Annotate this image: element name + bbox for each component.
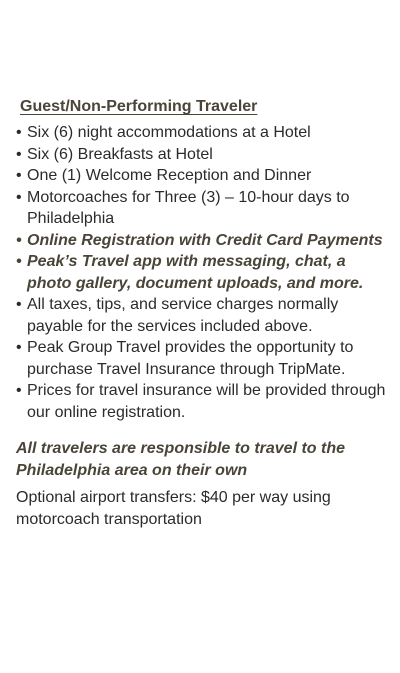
inclusion-item-breakfasts: • Six (6) Breakfasts at Hotel: [16, 144, 388, 166]
inclusion-item-insurance-prices: • Prices for travel insurance will be provided through our online registration.: [16, 380, 388, 423]
inclusion-item-accommodations: • Six (6) night accommodations at a Hotel: [16, 122, 388, 144]
inclusion-item-travel-insurance: • Peak Group Travel provides the opportunity to purchase Travel Insurance through TripMate.: [16, 337, 388, 380]
inclusion-item-motorcoaches: • Motorcoaches for Three (3) – 10-hour days to Philadelphia: [16, 187, 388, 230]
travel-notice: All travelers are responsible to travel to the Philadelphia area on their own: [16, 440, 346, 479]
trip-details: [16, 96, 388, 530]
inclusions-list: [16, 122, 388, 423]
airport-transfers-note: Optional airport transfers: $40 per way using motorcoach transportation: [16, 489, 331, 528]
inclusion-item-online-registration: • Online Registration with Credit Card Payments: [16, 230, 388, 252]
section-title: Guest/Non-Performing Traveler: [20, 98, 258, 115]
inclusion-item-travel-app: • Peak’s Travel app with messaging, chat, a photo gallery, document uploads, and more.: [16, 251, 388, 294]
inclusion-item-taxes-tips: • All taxes, tips, and service charges normally payable for the services included above.: [16, 294, 388, 337]
inclusion-item-welcome-reception: • One (1) Welcome Reception and Dinner: [16, 165, 388, 187]
